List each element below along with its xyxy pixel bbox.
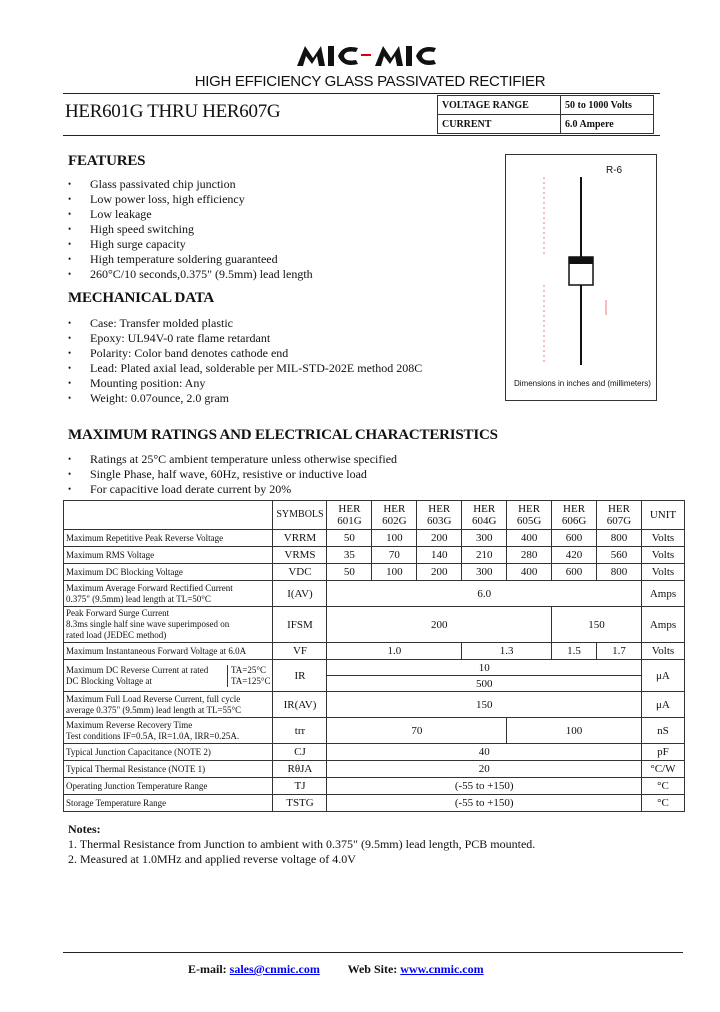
value-cell: 6.0 (327, 581, 641, 607)
symbols-header: SYMBOLS (273, 501, 327, 530)
divider (63, 93, 660, 94)
param-symbol: VF (273, 643, 327, 660)
value-cell: 20 (327, 761, 641, 778)
value-cell: 400 (507, 530, 552, 547)
unit-cell: °C/W (641, 761, 684, 778)
param-desc: Operating Junction Temperature Range (64, 778, 273, 795)
param-desc: Maximum Reverse Recovery Time Test conditions IF=0.5A, IR=1.0A, IRR=0.25A. (64, 718, 273, 744)
unit-cell: °C (641, 795, 684, 812)
list-item: • Glass passivated chip junction (68, 177, 313, 192)
list-item: • High speed switching (68, 222, 313, 237)
list-item: • High temperature soldering guaranteed (68, 252, 313, 267)
value-cell: 300 (462, 530, 507, 547)
part-header: HER 606G (552, 501, 597, 530)
param-symbol: I(AV) (273, 581, 327, 607)
table-row (64, 530, 685, 547)
param-desc: Maximum Repetitive Peak Reverse Voltage (64, 530, 273, 547)
table-row (64, 547, 685, 564)
package-label: R-6 (606, 165, 623, 176)
value-cell: 420 (552, 547, 597, 564)
unit-cell: Volts (641, 564, 684, 581)
unit-cell: Volts (641, 530, 684, 547)
conditions-list (68, 452, 397, 497)
website-label: Web Site: (347, 962, 398, 976)
product-subtitle: HIGH EFFICIENCY GLASS PASSIVATED RECTIFIER (194, 73, 546, 90)
value-cell: 1.3 (462, 643, 552, 660)
spec-value: 50 to 1000 Volts (561, 96, 654, 115)
value-cell: 10 (327, 660, 641, 676)
notes-section (68, 822, 535, 867)
param-desc: Maximum Instantaneous Forward Voltage at 6.0A (64, 643, 273, 660)
value-cell: 100 (372, 564, 417, 581)
value-cell: 140 (417, 547, 462, 564)
list-item: • For capacitive load derate current by 20% (68, 482, 397, 497)
list-item: • Lead: Plated axial lead, solderable per MIL-STD-202E method 208C (68, 361, 422, 376)
note-item: 2. Measured at 1.0MHz and applied reverse voltage of 4.0V (68, 852, 356, 866)
param-desc: Peak Forward Surge Current 8.3ms single half sine wave superimposed on rated load (JEDEC method) (64, 607, 273, 643)
param-symbol: TSTG (273, 795, 327, 812)
value-cell: 70 (372, 547, 417, 564)
value-cell: 50 (327, 530, 372, 547)
param-symbol: IFSM (273, 607, 327, 643)
part-header: HER 604G (462, 501, 507, 530)
value-cell: 300 (462, 564, 507, 581)
list-item: • Low power loss, high efficiency (68, 192, 313, 207)
list-item: • Single Phase, half wave, 60Hz, resistive or inductive load (68, 467, 397, 482)
unit-cell: μA (641, 692, 684, 718)
value-cell: (-55 to +150) (327, 778, 641, 795)
table-cell (64, 501, 273, 530)
value-cell: 35 (327, 547, 372, 564)
table-row (64, 660, 685, 676)
table-row (64, 718, 685, 744)
param-desc: Typical Thermal Resistance (NOTE 1) (64, 761, 273, 778)
table-row (64, 744, 685, 761)
part-range: HER601G THRU HER607G (65, 101, 281, 122)
param-desc: Maximum RMS Voltage (64, 547, 273, 564)
value-cell: 70 (327, 718, 507, 744)
note-item: 1. Thermal Resistance from Junction to ambient with 0.375" (9.5mm) lead length, PCB mounted. (68, 837, 536, 851)
list-item: • 260°C/10 seconds,0.375" (9.5mm) lead length (68, 267, 313, 282)
param-desc: Typical Junction Capacitance (NOTE 2) (64, 744, 273, 761)
unit-header: UNIT (641, 501, 684, 530)
part-header: HER 605G (507, 501, 552, 530)
divider (63, 135, 660, 136)
unit-cell: Amps (641, 607, 684, 643)
features-heading: FEATURES (68, 153, 146, 169)
list-item: • Ratings at 25°C ambient temperature unless otherwise specified (68, 452, 397, 467)
divider (63, 952, 683, 953)
list-item: • Epoxy: UL94V-0 rate flame retardant (68, 331, 422, 346)
table-row (64, 692, 685, 718)
table-row (64, 778, 685, 795)
param-symbol: CJ (273, 744, 327, 761)
unit-cell: pF (641, 744, 684, 761)
package-note: Dimensions in inches and (millimeters) (514, 379, 651, 388)
value-cell: 500 (327, 676, 641, 692)
unit-cell: Volts (641, 643, 684, 660)
value-cell: 210 (462, 547, 507, 564)
value-cell: (-55 to +150) (327, 795, 641, 812)
param-desc: Maximum Full Load Reverse Current, full cycle average 0.375" (9.5mm) lead length at TL=55°C (64, 692, 273, 718)
table-header-row (64, 501, 685, 530)
table-row (64, 581, 685, 607)
param-symbol: IR (273, 660, 327, 692)
param-symbol: IR(AV) (273, 692, 327, 718)
table-row (64, 795, 685, 812)
value-cell: 1.7 (597, 643, 642, 660)
spec-label: CURRENT (438, 115, 561, 134)
unit-cell: °C (641, 778, 684, 795)
unit-cell: Volts (641, 547, 684, 564)
ratings-heading: MAXIMUM RATINGS AND ELECTRICAL CHARACTERISTICS (68, 427, 498, 443)
param-desc: Storage Temperature Range (64, 795, 273, 812)
package-outline-diagram (505, 154, 657, 401)
value-cell: 200 (327, 607, 552, 643)
brand-logo (295, 40, 445, 70)
param-symbol: VRRM (273, 530, 327, 547)
value-cell: 560 (597, 547, 642, 564)
param-symbol: trr (273, 718, 327, 744)
part-header: HER 603G (417, 501, 462, 530)
table-row (64, 607, 685, 643)
list-item: • Polarity: Color band denotes cathode end (68, 346, 422, 361)
features-list (68, 177, 313, 282)
table-row (64, 643, 685, 660)
list-item: • Weight: 0.07ounce, 2.0 gram (68, 391, 422, 406)
spec-summary-table (437, 95, 654, 134)
value-cell: 600 (552, 530, 597, 547)
part-header: HER 601G (327, 501, 372, 530)
unit-cell: Amps (641, 581, 684, 607)
value-cell: 800 (597, 530, 642, 547)
list-item: • Mounting position: Any (68, 376, 422, 391)
unit-cell: μA (641, 660, 684, 692)
footer (188, 962, 484, 977)
value-cell: 150 (552, 607, 642, 643)
website-link[interactable]: www.cnmic.com (400, 962, 484, 976)
param-symbol: VDC (273, 564, 327, 581)
param-symbol: TJ (273, 778, 327, 795)
value-cell: 800 (597, 564, 642, 581)
param-symbol: RθJA (273, 761, 327, 778)
list-item: • High surge capacity (68, 237, 313, 252)
list-item: • Case: Transfer molded plastic (68, 316, 422, 331)
param-desc: Maximum DC Reverse Current at rated DC Blocking Voltage at TA=25°C TA=125°C (64, 660, 273, 692)
table-row (64, 761, 685, 778)
email-label: E-mail: (188, 962, 227, 976)
value-cell: 280 (507, 547, 552, 564)
value-cell: 200 (417, 564, 462, 581)
value-cell: 100 (507, 718, 642, 744)
spec-row (438, 115, 654, 134)
param-desc: Maximum DC Blocking Voltage (64, 564, 273, 581)
package-drawing (506, 155, 656, 375)
param-desc: Maximum Average Forward Rectified Current 0.375" (9.5mm) lead length at TL=50°C (64, 581, 273, 607)
table-row (64, 564, 685, 581)
part-header: HER 602G (372, 501, 417, 530)
value-cell: 200 (417, 530, 462, 547)
value-cell: 600 (552, 564, 597, 581)
param-symbol: VRMS (273, 547, 327, 564)
spec-label: VOLTAGE RANGE (438, 96, 561, 115)
mechanical-heading: MECHANICAL DATA (68, 290, 215, 306)
notes-heading: Notes: (68, 822, 101, 836)
value-cell: 1.5 (552, 643, 597, 660)
unit-cell: nS (641, 718, 684, 744)
spec-row (438, 96, 654, 115)
mechanical-list (68, 316, 422, 406)
value-cell: 50 (327, 564, 372, 581)
list-item: • Low leakage (68, 207, 313, 222)
value-cell: 40 (327, 744, 641, 761)
value-cell: 150 (327, 692, 641, 718)
value-cell: 100 (372, 530, 417, 547)
value-cell: 1.0 (327, 643, 462, 660)
part-header: HER 607G (597, 501, 642, 530)
spec-value: 6.0 Ampere (561, 115, 654, 134)
email-link[interactable]: sales@cnmic.com (229, 962, 320, 976)
ratings-table (63, 500, 685, 812)
value-cell: 400 (507, 564, 552, 581)
